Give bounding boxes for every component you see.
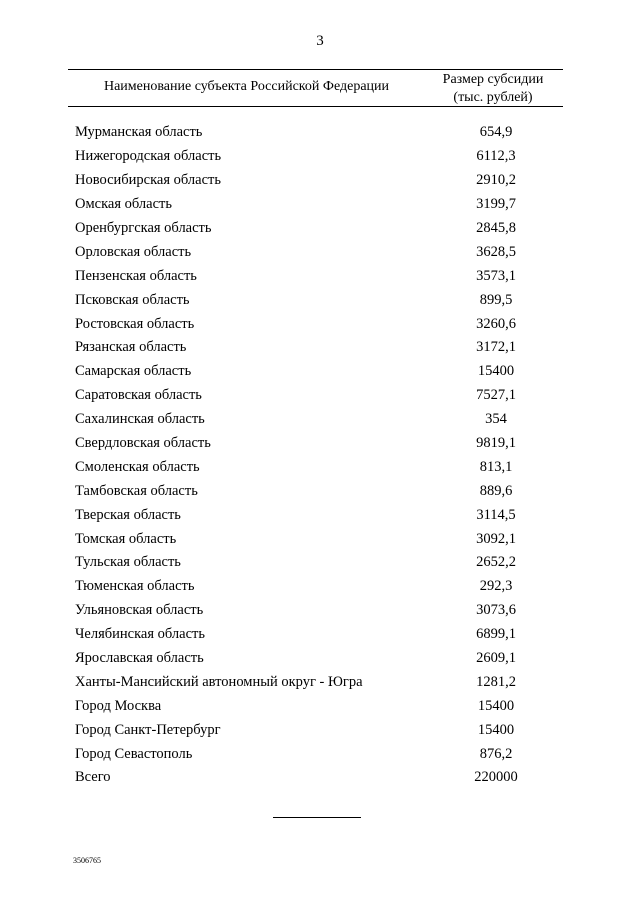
region-name-cell: Ростовская область — [75, 315, 195, 332]
subsidy-amount-cell: 354 — [485, 411, 507, 428]
region-name-cell: Томская область — [75, 530, 177, 547]
table-row — [75, 670, 565, 694]
table-row — [75, 240, 565, 264]
subsidy-amount-cell: 813,1 — [479, 458, 513, 475]
table-header-bottom-rule — [68, 106, 563, 107]
subsidy-amount-cell: 2845,8 — [476, 220, 516, 236]
table-row — [75, 193, 565, 217]
region-name-cell: Сахалинская область — [75, 411, 205, 428]
page-number: 3 — [316, 33, 324, 49]
subsidy-amount-cell: 3628,5 — [476, 243, 516, 260]
region-name-cell: Ульяновская область — [75, 602, 204, 619]
table-row — [75, 145, 565, 169]
table-row — [75, 694, 565, 718]
table-row — [75, 336, 565, 360]
table-row — [75, 217, 565, 241]
region-name-cell: Тамбовская область — [75, 482, 198, 499]
region-name-cell: Всего — [75, 769, 111, 786]
table-row — [75, 408, 565, 432]
table-row — [75, 288, 565, 312]
table-row — [75, 479, 565, 503]
table-row — [75, 647, 565, 671]
subsidy-amount-cell: 6899,1 — [476, 626, 516, 643]
region-name-cell: Город Севастополь — [75, 745, 193, 762]
region-name-cell: Саратовская область — [75, 387, 202, 404]
subsidy-amount-cell: 3260,6 — [476, 315, 516, 332]
column-header-region-name: Наименование субъекта Российской Федерации — [103, 79, 390, 94]
region-name-cell: Челябинская область — [75, 626, 205, 643]
subsidy-amount-cell: 7527,1 — [476, 387, 516, 404]
subsidy-amount-cell: 3573,1 — [476, 267, 516, 284]
subsidy-amount-cell: 3114,5 — [476, 506, 516, 523]
table-row — [75, 503, 565, 527]
region-name-cell: Город Москва — [75, 697, 162, 714]
end-of-document-rule — [273, 817, 361, 818]
table-row — [75, 264, 565, 288]
table-row — [75, 575, 565, 599]
region-name-cell: Тюменская область — [75, 578, 195, 595]
table-row — [75, 169, 565, 193]
table-row — [75, 360, 565, 384]
region-name-cell: Смоленская область — [75, 458, 200, 475]
subsidy-amount-cell: 3092,1 — [476, 530, 516, 547]
region-name-cell: Пензенская область — [75, 267, 197, 284]
subsidy-amount-cell: 3172,1 — [476, 339, 516, 356]
subsidy-amount-cell: 876,2 — [479, 745, 513, 762]
region-name-cell: Новосибирская область — [75, 172, 221, 189]
subsidy-amount-cell: 3073,6 — [476, 602, 516, 619]
region-name-cell: Мурманская область — [75, 124, 203, 141]
region-name-cell: Орловская область — [75, 243, 192, 260]
subsidy-amount-cell: 15400 — [477, 721, 515, 738]
subsidy-amount-cell: 9819,1 — [476, 435, 516, 452]
table-row — [75, 599, 565, 623]
subsidy-amount-cell: 1281,2 — [476, 673, 516, 690]
subsidy-amount-cell: 292,3 — [479, 578, 513, 595]
subsidy-amount-cell: 899,5 — [479, 291, 513, 308]
table-row — [75, 742, 565, 766]
column-header-subsidy-amount — [426, 71, 560, 107]
subsidy-amount-cell: 2652,2 — [476, 554, 516, 571]
region-name-cell: Омская область — [75, 196, 172, 213]
column-header-amount-line2: (тыс. рублей) — [453, 90, 533, 105]
region-name-cell: Рязанская область — [75, 339, 187, 356]
region-name-cell: Ханты-Мансийский автономный округ - Югра — [75, 673, 363, 690]
region-name-cell: Самарская область — [75, 363, 192, 380]
subsidy-amount-cell: 6112,3 — [476, 148, 516, 165]
column-header-amount-line1: Размер субсидии — [442, 72, 544, 87]
document-code: 3506765 — [73, 856, 101, 865]
table-row — [75, 384, 565, 408]
subsidy-amount-cell: 220000 — [474, 769, 518, 786]
table-row — [75, 551, 565, 575]
subsidy-amount-cell: 15400 — [477, 697, 515, 714]
table-row — [75, 527, 565, 551]
region-name-cell: Псковская область — [75, 291, 190, 308]
region-name-cell: Тульская область — [75, 554, 181, 571]
table-row — [75, 432, 565, 456]
subsidy-amount-cell: 889,6 — [479, 482, 513, 499]
table-row — [75, 455, 565, 479]
region-name-cell: Ярославская область — [75, 650, 204, 667]
region-name-cell: Оренбургская область — [75, 220, 212, 236]
table-top-rule — [68, 69, 563, 70]
subsidy-amount-cell: 2609,1 — [476, 650, 516, 667]
table-row — [75, 121, 565, 145]
region-name-cell: Свердловская область — [75, 435, 211, 452]
region-name-cell: Тверская область — [75, 506, 181, 523]
subsidy-amount-cell: 15400 — [477, 363, 515, 380]
table-row — [75, 623, 565, 647]
table-row — [75, 718, 565, 742]
table-row — [75, 766, 565, 790]
subsidy-amount-cell: 3199,7 — [476, 196, 516, 213]
subsidy-amount-cell: 654,9 — [479, 124, 513, 141]
table-body — [75, 121, 565, 790]
region-name-cell: Город Санкт-Петербург — [75, 721, 221, 738]
table-row — [75, 312, 565, 336]
region-name-cell: Нижегородская область — [75, 148, 222, 165]
subsidy-amount-cell: 2910,2 — [476, 172, 516, 189]
